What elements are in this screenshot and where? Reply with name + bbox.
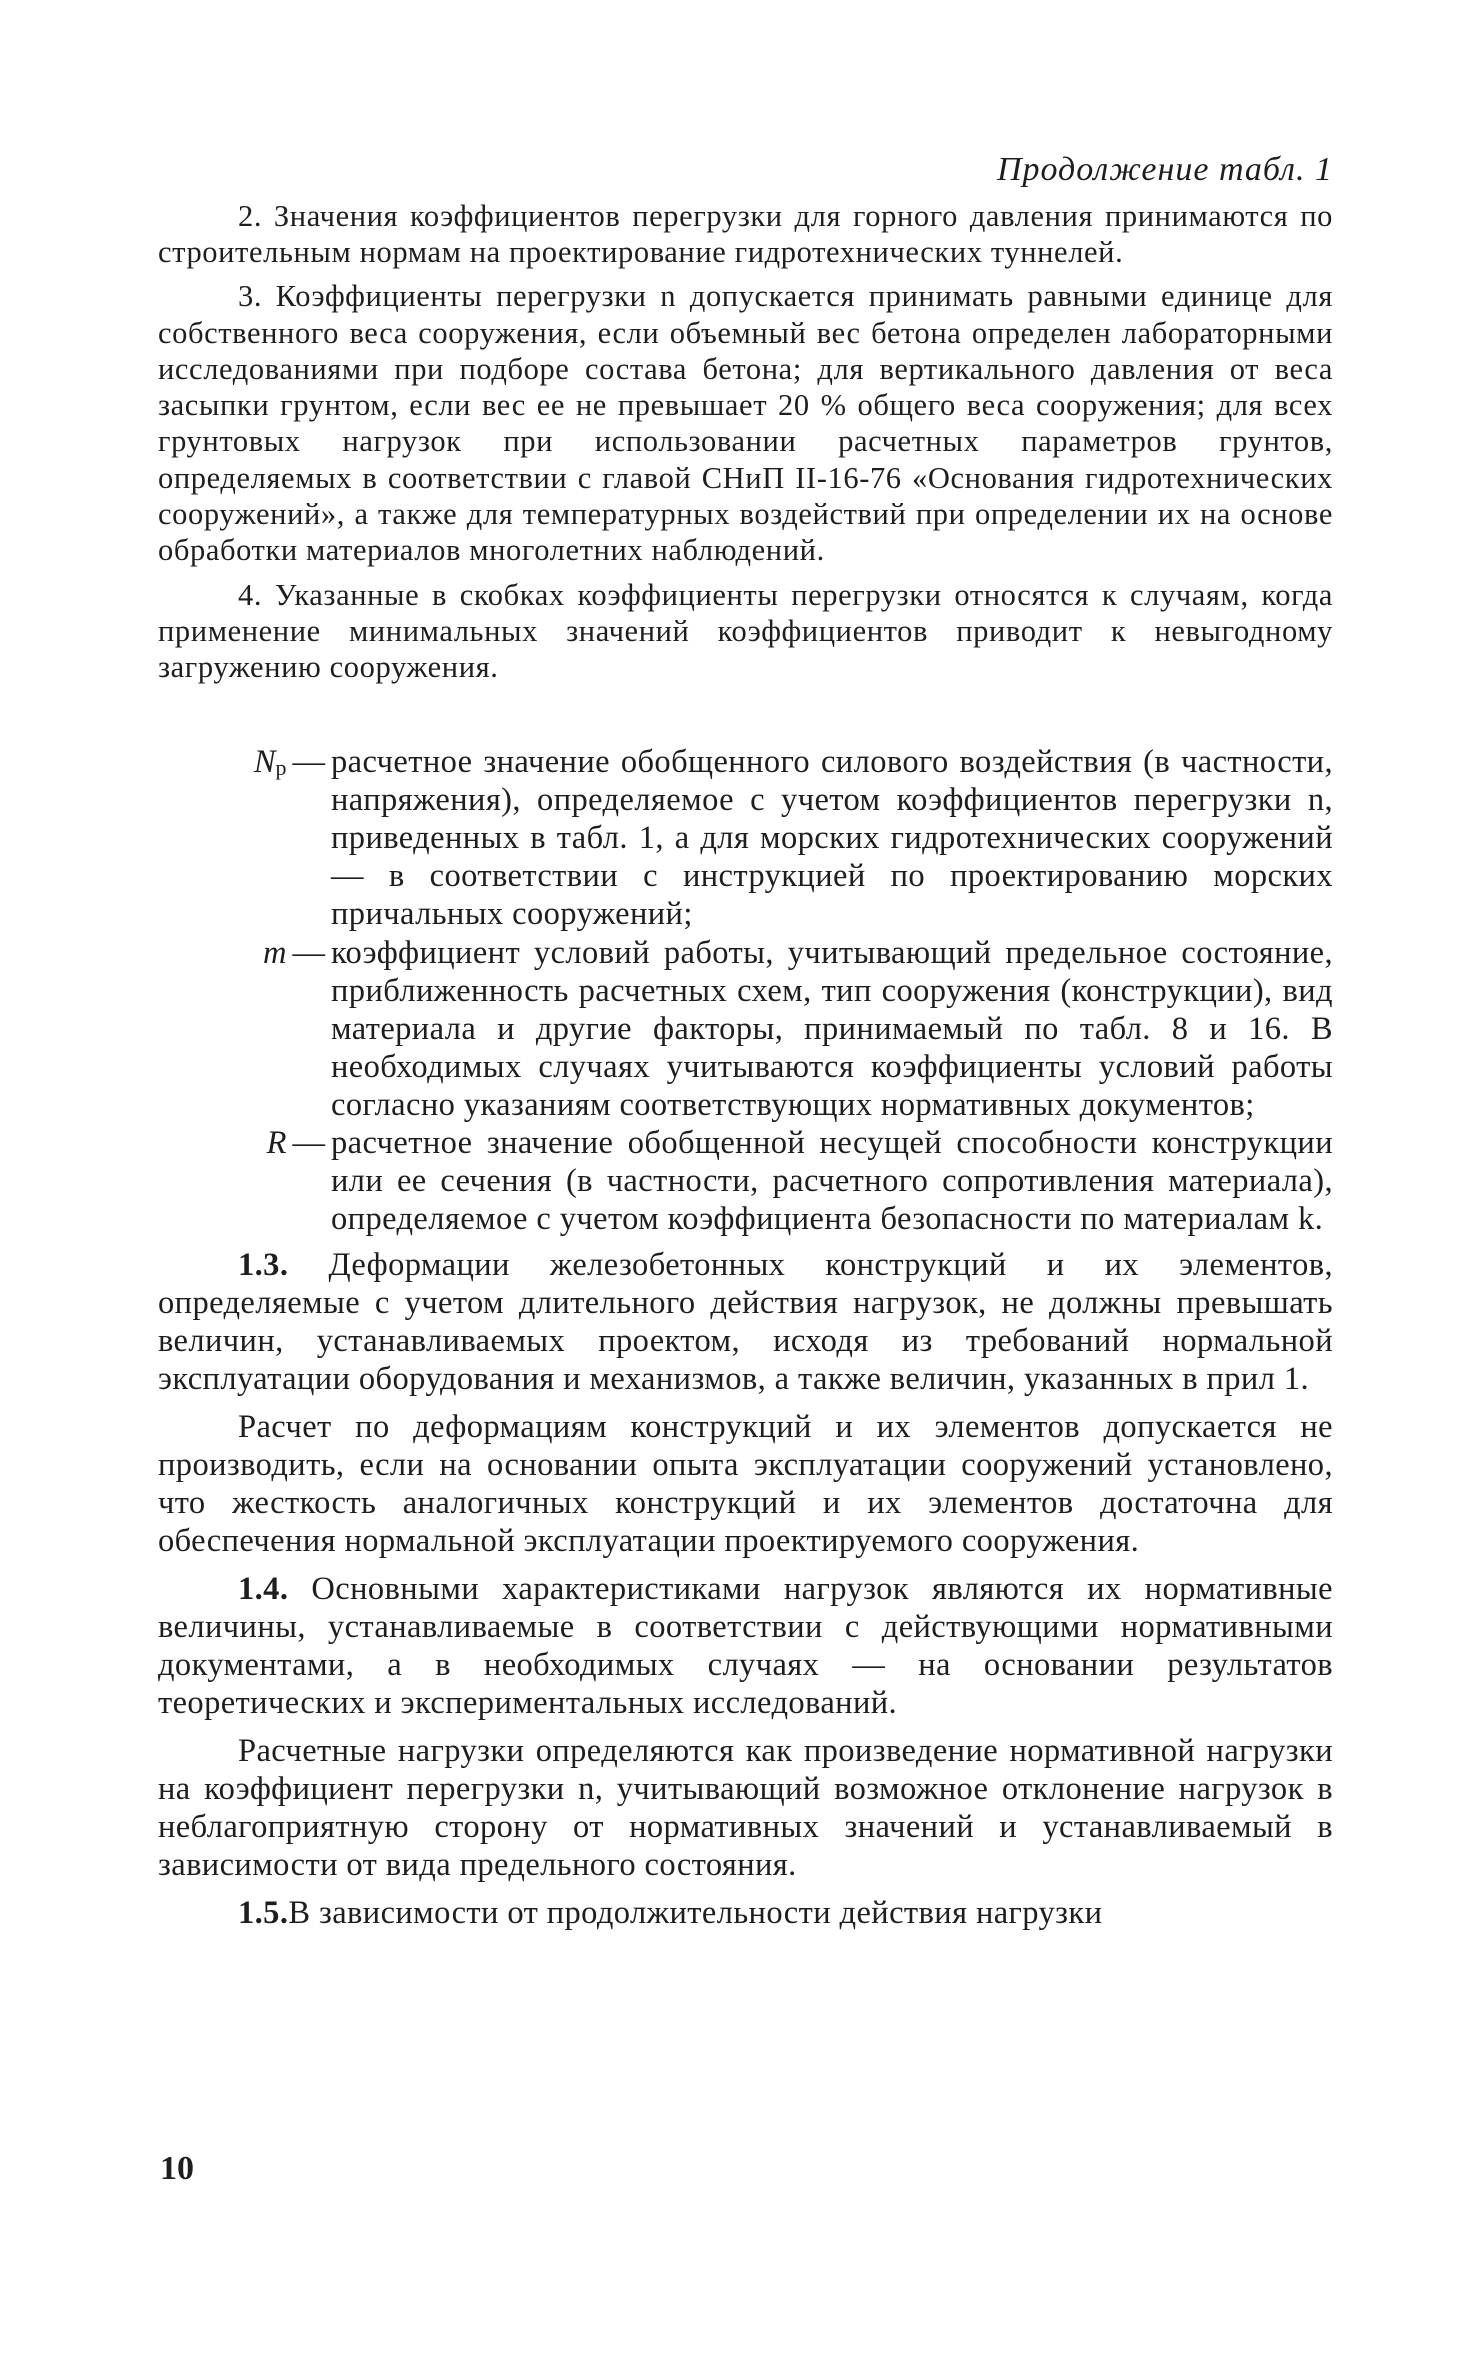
definition-text: коэффициент условий работы, учитывающий предельное состояние, приближенность расчетных схем, тип сооружения (конструкции), вид материала и другие факторы, принимаемый по табл. 8 и 16. В необходимых случаях учитываются коэффициенты условий работы согласно указаниям соответствующих нормативных документов;	[331, 934, 1333, 1123]
section-1-5: 1.5.В зависимости от продолжительности действия нагрузки	[238, 1894, 1103, 1931]
definition-symbol: m —	[263, 934, 325, 971]
section-1-3: 1.3. Деформации железобетонных конструкций и их элементов, определяемые с учетом длительного действия нагрузок, не должны превышать величин, устанавливаемых проектом, исходя из требований нормальной эксплуатации оборудования и механизмов, а также величин, указанных в прил 1.	[158, 1246, 1333, 1397]
definition-m	[158, 934, 1333, 1124]
symbol-definitions	[158, 743, 1333, 1237]
note-3: 3. Коэффициенты перегрузки n допускается принимать равными единице для собственного веса сооружения, если объемный вес бетона определен лабораторными исследованиями при подборе состава бетона; для вертикального давления от веса засыпки грунтом, если вес ее не превышает 20 % общего веса сооружения; для всех грунтовых нагрузок при использовании расчетных параметров грунтов, определяемых в соответствии с главой СНиП II-16-76 «Основания гидротехнических сооружений», а также для температурных воздействий при определении их на основе обработки материалов многолетних наблюдений.	[158, 279, 1333, 568]
definition-text: расчетное значение обобщенного силового воздействия (в частности, напряжения), определяемое с учетом коэффициентов перегрузки n, приведенных в табл. 1, а для морских гидротехнических сооружений — в соответствии с инструкцией по проектированию морских причальных сооружений;	[331, 744, 1333, 933]
page-number: 10	[160, 2150, 194, 2187]
section-1-3-paragraph-2: Расчет по деформациям конструкций и их элементов допускается не производить, если на основании опыта эксплуатации сооружений установлено, что жесткость аналогичных конструкций и их элементов достаточна для обеспечения нормальной эксплуатации проектируемого сооружения.	[158, 1408, 1333, 1559]
section-1-4-paragraph-2: Расчетные нагрузки определяются как произведение нормативной нагрузки на коэффициент перегрузки n, учитывающий возможное отклонение нагрузок в неблагоприятную сторону от нормативных значений и устанавливаемый в зависимости от вида предельного состояния.	[158, 1732, 1333, 1883]
note-4: 4. Указанные в скобках коэффициенты перегрузки относятся к случаям, когда применение минимальных значений коэффициентов приводит к невыгодному загружению сооружения.	[158, 577, 1333, 685]
definition-symbol: R —	[266, 1124, 325, 1161]
definition-np	[158, 743, 1333, 933]
definition-symbol: $N_р$ —	[253, 744, 325, 781]
note-2: 2. Значения коэффициентов перегрузки для горного давления принимаются по строительным нормам на проектирование гидротехнических туннелей.	[158, 198, 1333, 270]
page-content	[158, 150, 1333, 1942]
definition-r	[158, 1124, 1333, 1238]
definition-text: расчетное значение обобщенной несущей способности конструкции или ее сечения (в частности, расчетного сопротивления материала), определяемое с учетом коэффициента безопасности по материалам k.	[331, 1124, 1333, 1237]
section-1-4: 1.4. Основными характеристиками нагрузок являются их нормативные величины, устанавливаемые в соответствии с действующими нормативными документами, а в необходимых случаях — на основании результатов теоретических и экспериментальных исследований.	[158, 1570, 1333, 1721]
table-continuation-header: Продолжение табл. 1	[996, 151, 1333, 188]
table-notes	[158, 198, 1333, 686]
